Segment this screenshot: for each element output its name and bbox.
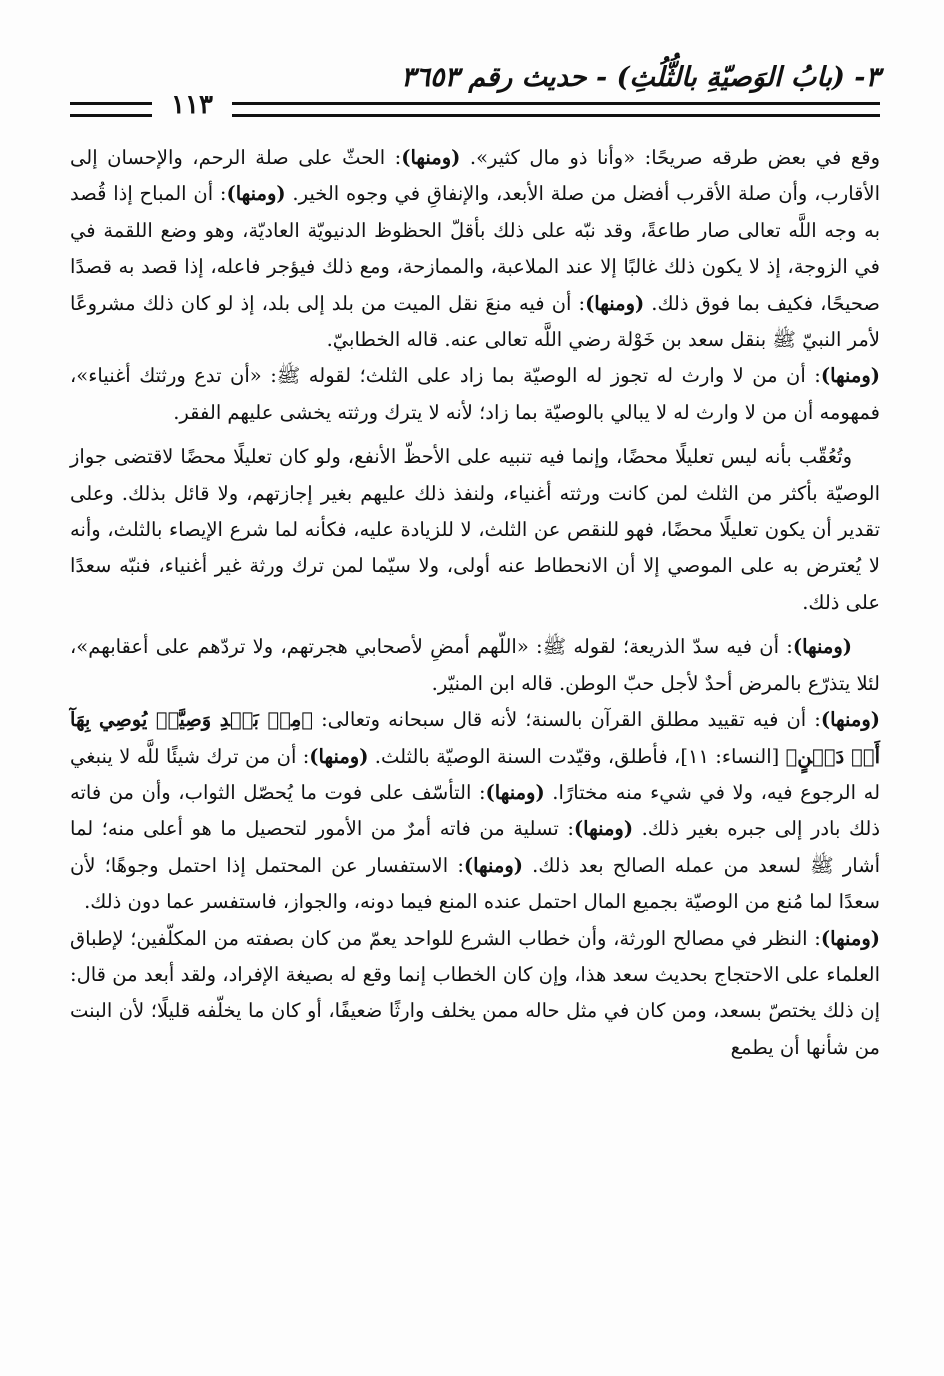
- bold-marker: (ومنها): [463, 853, 524, 877]
- text-run: : النظر في مصالح الورثة، وأن خطاب الشرع للواحد يعمّ من كان بصفته من المكلّفين؛ لإطباق العلماء على الاحتجاج بحديث سعد هذا، وإن كان الخطاب إنما وقع له بصيغة الإفراد، ولقد أبعد من قال: إن ذلك يختصّ بسعد، ومن كان في مثل حاله ممن يخلف وارثًا ضعيفًا، أو كان ما يخلّفه قليلًا؛ لأن البنت من شأنها أن يطمع: [70, 926, 880, 1059]
- bold-marker: (ومنها): [401, 146, 461, 169]
- paragraph: [70, 358, 880, 431]
- paragraph: [70, 702, 880, 920]
- bold-marker: (ومنها): [820, 926, 880, 950]
- page-header: [70, 58, 880, 120]
- text-run: : الحثّ على صلة الرحم، والإحسان إلى الأقارب، وأن صلة الأقرب أفضل من صلة الأبعد، والإنفاقِ في وجوه الخير.: [70, 146, 881, 206]
- commentary-text: [70, 140, 880, 1066]
- bold-marker: (ومنها): [820, 364, 880, 388]
- text-run: : الاستفسار عن المحتمل إذا احتمل وجوهًا؛ لأن سعدًا لما مُنع من الوصيّة بجميع المال احتمل عنده المنع فيما دونه، والجواز، فاستفسر عما دون ذلك.: [70, 853, 880, 914]
- page-number: ١١٣: [152, 90, 232, 120]
- paragraph: [70, 921, 880, 1067]
- text-run: وقع في بعض طرقه صريحًا: «وأنا ذو مال كثير».: [460, 146, 880, 169]
- text-run: [النساء: ١١]، فأطلق، وقيّدت السنة الوصيّة بالثلث.: [368, 744, 786, 768]
- text-run: وتُعُقّب بأنه ليس تعليلًا محضًا، وإنما فيه تنبيه على الأحظّ الأنفع، ولو كان تعليلًا محضًا لاقتضى جواز الوصيّة بأكثر من الثلث لمن كانت ورثته أغنياء، ولنفذ ذلك عليهم بغير إجازتهم، ولا قائل بذلك. وعلى تقدير أن يكون تعليلًا محضًا، فهو للنقص عن الثلث، لا للزيادة عليه، فكأنه لما شرع الإيصاء بالثلث، وأنه لا يُعترض به على الموصي إلا أن الانحطاط عنه أولى، ولا سيّما لمن ترك ورثة غير أغنياء، فنبّه سعدًا على ذلك.: [70, 445, 880, 614]
- text-run: : التأسّف على فوت ما يُحصّل الثواب، وأن من فاته ذلك بادر إلى جبره بغير ذلك.: [70, 780, 880, 841]
- text-run: : أن المباح إذا قُصد به وجه اللَّه تعالى صار طاعةً، وقد نبّه على ذلك بأقلّ الحظوظ الدنيويّة العاديّة، وهو وضع اللقمة في في الزوجة، إذ لا يكون ذلك غالبًا إلا عند الملاعبة، والممازحة، ومع ذلك فيؤجر فاعله، إذا قصد به قصدًا صحيحًا، فكيف بما فوق ذلك.: [70, 182, 880, 315]
- bold-marker: (ومنها): [226, 182, 286, 206]
- text-run: : أن من ترك شيئًا للَّه لا ينبغي له الرجوع فيه، ولا في شيء منه مختارًا.: [70, 744, 881, 804]
- header-double-rule-left: [70, 102, 152, 117]
- text-run: : تسلية من فاته أمرٌ من الأمور لتحصيل ما هو أعلى منه؛ لما أشار ﷺ لسعد من عمله الصالح بعد ذلك.: [70, 817, 880, 877]
- running-header-title: ٣- (بابُ الوَصيّةِ بالثُّلُثِ) - حديث رقم ٣٦٥٣: [400, 62, 880, 93]
- paragraph: [70, 140, 880, 358]
- bold-marker: ﴿مِنۢ بَعۡدِ وَصِيَّةٖ يُوصِي بِهَآ أَوۡ دَيۡنٍ﴾: [70, 708, 881, 768]
- bold-marker: (ومنها): [792, 635, 852, 659]
- bold-marker: (ومنها): [309, 744, 369, 768]
- paragraph: [70, 439, 880, 621]
- text-run: : أن من لا وارث له تجوز له الوصيّة بما زاد على الثلث؛ لقوله ﷺ: «أن تدع ورثتك أغنياء»، فمهومه أن من لا وارث له لا يبالي بالوصيّة بما زاد؛ لأنه لا يترك ورثته يخشى عليهم الفقر.: [70, 364, 880, 424]
- bold-marker: (ومنها): [573, 817, 634, 841]
- bold-marker: (ومنها): [585, 291, 645, 315]
- text-run: : أن فيه سدّ الذريعة؛ لقوله ﷺ: «اللّهم أمضِ لأصحابي هجرتهم، ولا تردّهم على أعقابهم»، لئلا يتذرّع بالمرض أحدٌ لأجل حبّ الوطن. قاله ابن المنيّر.: [70, 635, 880, 695]
- paragraph: [70, 629, 880, 702]
- header-double-rule-right: [230, 102, 880, 117]
- bold-marker: (ومنها): [485, 780, 545, 804]
- text-run: : أن فيه تقييد مطلق القرآن بالسنة؛ لأنه قال سبحانه وتعالى:: [313, 708, 821, 732]
- text-run: : أن فيه منعَ نقل الميت من بلد إلى بلد، إذ لو كان ذلك مشروعًا لأمر النبيّ ﷺ بنقل سعد بن خَوْلة رضي اللَّه تعالى عنه. قاله الخطابيّ.: [70, 291, 880, 352]
- bold-marker: (ومنها): [820, 708, 880, 732]
